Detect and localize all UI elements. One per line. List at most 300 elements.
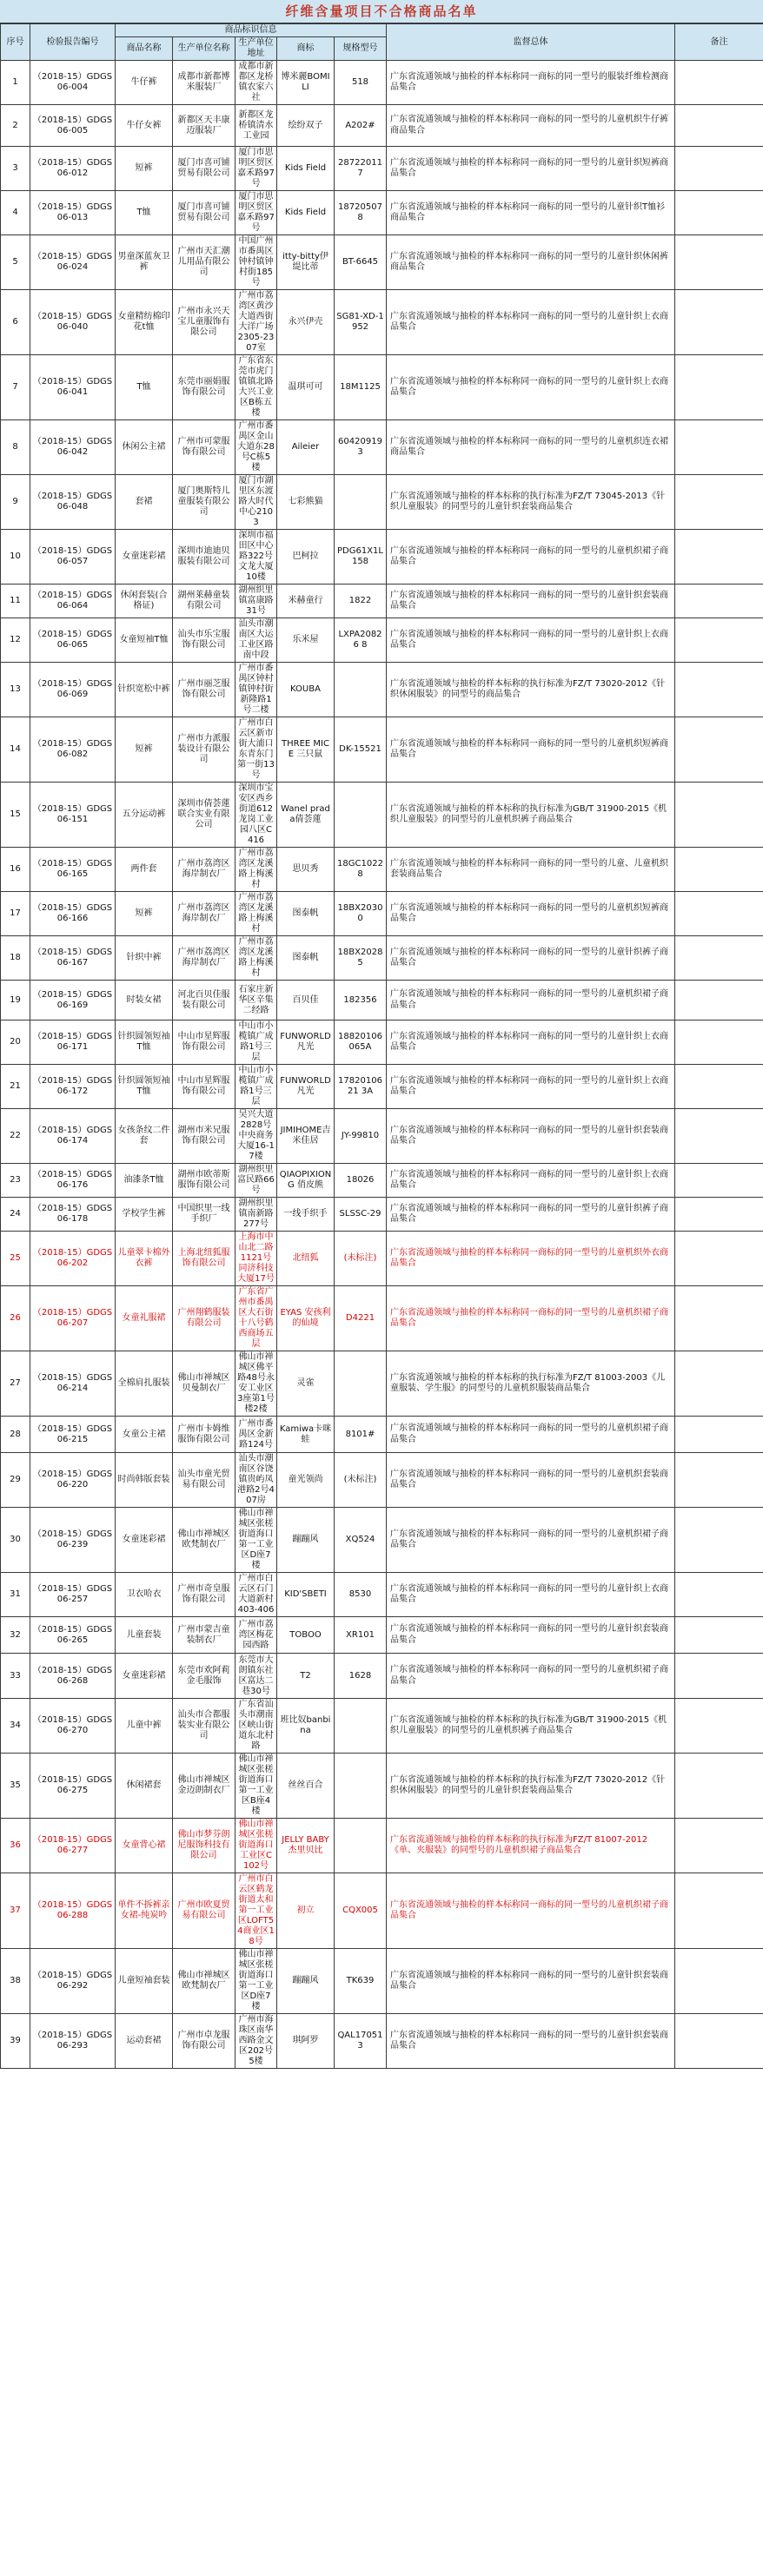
table-row	[1, 1754, 763, 1819]
cell-name: 儿童翠卡棉外衣裤	[116, 1232, 173, 1286]
cell-remark	[675, 892, 763, 936]
cell-address: 广州市白云区新市街大浦口东青东门第一街13号	[236, 717, 277, 783]
cell-brand: FUNWORLD凡光	[277, 1065, 335, 1109]
cell-seq: 21	[1, 1065, 30, 1109]
cell-seq: 32	[1, 1617, 30, 1654]
cell-address: 广州市荔湾区梅花园西路	[236, 1617, 277, 1654]
cell-seq: 5	[1, 235, 30, 290]
cell-name: 男童深蓝灰卫裤	[116, 235, 173, 290]
cell-remark	[675, 936, 763, 981]
cell-name: 女孩条纹二件套	[116, 1109, 173, 1164]
cell-seq: 11	[1, 585, 30, 618]
table-row	[1, 1949, 763, 2014]
cell-address: 上海市中山北二路1121号同济科技大厦17号	[236, 1232, 277, 1286]
cell-supervisor: 广东省流通领域与抽检的样本标称同一商标的同一型号的儿童针织休闲裤商品集合	[387, 235, 675, 290]
cell-supervisor: 广东省流通领域与抽检的样本标称同一商标的同一型号的儿童针织裤子商品集合	[387, 1198, 675, 1232]
cell-producer: 广州市荔湾区海岸制衣厂	[173, 892, 236, 936]
cell-brand: itty-bitty伊缇比蒂	[277, 235, 335, 290]
cell-seq: 36	[1, 1819, 30, 1873]
cell-remark	[675, 783, 763, 848]
cell-name: T恤	[116, 355, 173, 420]
cell-model: JY-99810	[335, 1109, 387, 1164]
cell-seq: 8	[1, 420, 30, 475]
cell-supervisor: 广东省流通领域与抽检的样本标称同一商标的同一型号的儿童针织套装商品集合	[387, 2014, 675, 2069]
cell-report: （2018-15）GDGS06-169	[30, 981, 116, 1020]
cell-producer: 中国织里一线手织厂	[173, 1198, 236, 1232]
cell-address: 厦门市思明区贸区嘉禾路97号	[236, 147, 277, 191]
cell-report: （2018-15）GDGS06-288	[30, 1873, 116, 1949]
cell-name: 女童背心裙	[116, 1819, 173, 1873]
cell-remark	[675, 2014, 763, 2069]
cell-producer: 广州市丽芝服饰有限公司	[173, 663, 236, 717]
cell-remark	[675, 290, 763, 355]
cell-seq: 2	[1, 105, 30, 147]
cell-model: 518	[335, 61, 387, 105]
cell-producer: 厦门市喜可铺贸易有限公司	[173, 191, 236, 235]
cell-remark	[675, 1819, 763, 1873]
cell-name: 针织中裤	[116, 936, 173, 981]
cell-model: A202#	[335, 105, 387, 147]
cell-address: 湖州织里镇南新路277号	[236, 1198, 277, 1232]
cell-seq: 3	[1, 147, 30, 191]
cell-address: 佛山市禅城区张槎街道海口工业区C102号	[236, 1819, 277, 1873]
cell-producer: 广州市荔湾区海岸制衣厂	[173, 936, 236, 981]
cell-model: D4221	[335, 1286, 387, 1351]
cell-report: （2018-15）GDGS06-013	[30, 191, 116, 235]
cell-supervisor: 广东省流通领域与抽检的样本标称的执行标准为GB/T 31900-2015《机织儿童服装》的同型号的儿童机织裤子商品集合	[387, 1699, 675, 1754]
table-row	[1, 420, 763, 475]
cell-producer: 广州市奇皇服饰有限公司	[173, 1573, 236, 1617]
cell-brand: 七彩熊猫	[277, 475, 335, 530]
cell-seq: 16	[1, 848, 30, 892]
cell-address: 广州市海珠区南华西路金文区202号5楼	[236, 2014, 277, 2069]
cell-address: 广州市荔湾区龙溪路上梅溪村	[236, 848, 277, 892]
cell-brand: Aileier	[277, 420, 335, 475]
cell-model: 187205078	[335, 191, 387, 235]
cell-name: 女童礼服裙	[116, 1286, 173, 1351]
cell-remark	[675, 848, 763, 892]
cell-seq: 18	[1, 936, 30, 981]
cell-brand: 灵雀	[277, 1351, 335, 1417]
cell-brand: 百贝佳	[277, 981, 335, 1020]
cell-remark	[675, 1417, 763, 1453]
cell-name: 时尚韩版套装	[116, 1453, 173, 1508]
cell-report: （2018-15）GDGS06-064	[30, 585, 116, 618]
cell-producer: 深圳市倩荟蓮联合实业有限公司	[173, 783, 236, 848]
cell-address: 吴兴大道2828号中央商务大厦16-17楼	[236, 1109, 277, 1164]
cell-report: （2018-15）GDGS06-024	[30, 235, 116, 290]
cell-brand: THREE MICE 三只鼠	[277, 717, 335, 783]
table-row	[1, 848, 763, 892]
cell-brand: 初立	[277, 1873, 335, 1949]
cell-remark	[675, 1065, 763, 1109]
cell-report: （2018-15）GDGS06-257	[30, 1573, 116, 1617]
cell-address: 湖州织里镇富康路31号	[236, 585, 277, 618]
cell-address: 石家庄新华区辛集二经路	[236, 981, 277, 1020]
cell-producer: 广州翔鹤服装有限公司	[173, 1286, 236, 1351]
table-row	[1, 530, 763, 585]
cell-address: 厦门市思明区贸区嘉禾路97号	[236, 191, 277, 235]
cell-report: （2018-15）GDGS06-004	[30, 61, 116, 105]
cell-address: 中山市小榄镇广成路1号三层	[236, 1020, 277, 1065]
header-remark: 备注	[675, 24, 763, 61]
table-row	[1, 936, 763, 981]
cell-seq: 30	[1, 1508, 30, 1573]
cell-supervisor: 广东省流通领域与抽检的样本标称同一商标的同一型号的儿童针织裤子商品集合	[387, 936, 675, 981]
cell-remark	[675, 1508, 763, 1573]
cell-seq: 26	[1, 1286, 30, 1351]
cell-seq: 35	[1, 1754, 30, 1819]
table-row	[1, 1164, 763, 1198]
cell-supervisor: 广东省流通领域与抽检的样本标称同一商标的同一型号的儿童针织上衣商品集合	[387, 1065, 675, 1109]
cell-seq: 10	[1, 530, 30, 585]
cell-model: 182356	[335, 981, 387, 1020]
cell-supervisor: 广东省流通领域与抽检的样本标称同一商标的同一型号的儿童针织套装商品集合	[387, 1109, 675, 1164]
cell-model: XQ524	[335, 1508, 387, 1573]
cell-name: 针织圆领短袖T恤	[116, 1020, 173, 1065]
cell-model: 8530	[335, 1573, 387, 1617]
cell-seq: 23	[1, 1164, 30, 1198]
cell-producer: 厦门市喜可铺贸易有限公司	[173, 147, 236, 191]
cell-producer: 佛山市禅城区金迈朗制衣厂	[173, 1754, 236, 1819]
cell-report: （2018-15）GDGS06-082	[30, 717, 116, 783]
cell-report: （2018-15）GDGS06-239	[30, 1508, 116, 1573]
table-row	[1, 1351, 763, 1417]
cell-report: （2018-15）GDGS06-207	[30, 1286, 116, 1351]
cell-model: (未标注)	[335, 1453, 387, 1508]
cell-name: 短裤	[116, 892, 173, 936]
cell-address: 中国广州市番禺区钟村镇钟村街185号	[236, 235, 277, 290]
table-row	[1, 1453, 763, 1508]
cell-supervisor: 广东省流通领域与抽检的样本标称的执行标准为GB/T 31900-2015《机织儿童服装》的同型号的儿童机织裤子商品集合	[387, 783, 675, 848]
cell-supervisor: 广东省流通领域与抽检的样本标称同一商标的同一型号的儿童针织上衣商品集合	[387, 618, 675, 663]
cell-brand: T2	[277, 1654, 335, 1699]
cell-remark	[675, 618, 763, 663]
cell-name: 女童迷彩裙	[116, 530, 173, 585]
cell-supervisor: 广东省流通领域与抽检的样本标称同一商标的同一型号的儿童针织套装商品集合	[387, 585, 675, 618]
table-row	[1, 147, 763, 191]
cell-brand: Wanel prada倩荟蓮	[277, 783, 335, 848]
cell-supervisor: 广东省流通领域与抽检的样本标称同一商标的同一型号的儿童针织套装商品集合	[387, 1949, 675, 2014]
table-row	[1, 1699, 763, 1754]
header-brand: 商标	[277, 37, 335, 61]
cell-address: 汕头市潮南区大运工业区路南中段	[236, 618, 277, 663]
table-row	[1, 1198, 763, 1232]
cell-supervisor: 广东省流通领域与抽检的样本标称同一商标的同一型号的儿童、儿童机织套装商品集合	[387, 848, 675, 892]
cell-report: （2018-15）GDGS06-220	[30, 1453, 116, 1508]
cell-report: （2018-15）GDGS06-174	[30, 1109, 116, 1164]
table-row	[1, 61, 763, 105]
cell-brand: 琪阿罗	[277, 2014, 335, 2069]
table-row	[1, 235, 763, 290]
cell-address: 广东省广州市番禺区大石街十八号鹤西商场五层	[236, 1286, 277, 1351]
page-title: 纤维含量项目不合格商品名单	[0, 0, 763, 23]
cell-supervisor: 广东省流通领域与抽检的样本标称同一商标的同一型号的儿童机织牛仔裤商品集合	[387, 105, 675, 147]
cell-producer: 中山市星辉服饰有限公司	[173, 1065, 236, 1109]
table-row	[1, 1286, 763, 1351]
cell-brand: 蹦蹦风	[277, 1508, 335, 1573]
cell-report: （2018-15）GDGS06-165	[30, 848, 116, 892]
cell-seq: 31	[1, 1573, 30, 1617]
cell-remark	[675, 1351, 763, 1417]
cell-producer: 汕头市乐宝服饰有限公司	[173, 618, 236, 663]
table-row	[1, 892, 763, 936]
cell-producer: 深圳市迪迪贝服装有限公司	[173, 530, 236, 585]
cell-name: 休闲裙套	[116, 1754, 173, 1819]
cell-model: TK639	[335, 1949, 387, 2014]
cell-brand: KOUBA	[277, 663, 335, 717]
table-row	[1, 1819, 763, 1873]
cell-producer: 厦门奥斯特儿童服装有限公司	[173, 475, 236, 530]
cell-model: PDG61X1L158	[335, 530, 387, 585]
cell-report: （2018-15）GDGS06-065	[30, 618, 116, 663]
cell-brand: Kamiwa卡咪蛙	[277, 1417, 335, 1453]
cell-remark	[675, 420, 763, 475]
cell-address: 中山市小榄镇广成路1号三层	[236, 1065, 277, 1109]
cell-remark	[675, 355, 763, 420]
cell-report: （2018-15）GDGS06-202	[30, 1232, 116, 1286]
cell-supervisor: 广东省流通领域与抽检的样本标称同一商标的同一型号的儿童机织连衣裙商品集合	[387, 420, 675, 475]
cell-name: 休闲公主裙	[116, 420, 173, 475]
cell-name: 女童迷彩裙	[116, 1654, 173, 1699]
cell-name: 学校学生裤	[116, 1198, 173, 1232]
cell-supervisor: 广东省流通领域与抽检的样本标称同一商标的同一型号的儿童针织上衣商品集合	[387, 355, 675, 420]
header-address: 生产单位地址	[236, 37, 277, 61]
cell-remark	[675, 663, 763, 717]
cell-name: 单件不拆裤亲女裙-纯炭吟	[116, 1873, 173, 1949]
cell-brand: 温琪可可	[277, 355, 335, 420]
cell-address: 深圳市宝安区西乡街道612龙岗工业园八区C416	[236, 783, 277, 848]
cell-producer: 广州市力派服装设计有限公司	[173, 717, 236, 783]
cell-name: 女童迷彩裙	[116, 1508, 173, 1573]
cell-supervisor: 广东省流通领域与抽检的样本标称的执行标准为FZ/T 73045-2013《针织儿童服装》的同型号的儿童针织套装商品集合	[387, 475, 675, 530]
table-row	[1, 1508, 763, 1573]
cell-address: 广东省东莞市虎门镇镇北路大兴工业区B栋五楼	[236, 355, 277, 420]
cell-model: BT-6645	[335, 235, 387, 290]
cell-remark	[675, 1109, 763, 1164]
cell-brand: JIMIHOME吉米佳居	[277, 1109, 335, 1164]
cell-seq: 22	[1, 1109, 30, 1164]
cell-remark	[675, 147, 763, 191]
cell-report: （2018-15）GDGS06-048	[30, 475, 116, 530]
cell-supervisor: 广东省流通领域与抽检的样本标称同一商标的同一型号的儿童针织短裤商品集合	[387, 147, 675, 191]
cell-name: 女童公主裙	[116, 1417, 173, 1453]
table-row	[1, 105, 763, 147]
cell-brand: 乐米屋	[277, 618, 335, 663]
cell-supervisor: 广东省流通领域与抽检的样本标称同一商标的同一型号的儿童针织上衣商品集合	[387, 290, 675, 355]
cell-report: （2018-15）GDGS06-042	[30, 420, 116, 475]
cell-brand: 博米麗BOMILI	[277, 61, 335, 105]
cell-brand: 童光领尚	[277, 1453, 335, 1508]
cell-name: 儿童短袖套装	[116, 1949, 173, 2014]
cell-address: 广州市番禺区金新路124号	[236, 1417, 277, 1453]
cell-supervisor: 广东省流通领域与抽检的样本标称的执行标准为FZ/T 73020-2012《针织休闲服装》的同型号的儿童针织套装商品集合	[387, 1754, 675, 1819]
cell-address: 佛山市禅城区张槎街道海口第一工业区B座4楼	[236, 1754, 277, 1819]
cell-supervisor: 广东省流通领域与抽检的样本标称同一商标的同一型号的儿童针织T恤衫商品集合	[387, 191, 675, 235]
cell-brand: 蹦蹦风	[277, 1949, 335, 2014]
cell-remark	[675, 1453, 763, 1508]
header-group: 商品标识信息	[116, 24, 387, 37]
cell-name: 休闲套装(合格证)	[116, 585, 173, 618]
cell-remark	[675, 530, 763, 585]
cell-model: QAL170513	[335, 2014, 387, 2069]
cell-remark	[675, 1654, 763, 1699]
table-row	[1, 1020, 763, 1065]
cell-address: 深圳市福田区中心路322号文龙大厦10楼	[236, 530, 277, 585]
cell-seq: 1	[1, 61, 30, 105]
cell-remark	[675, 1617, 763, 1654]
cell-producer: 广州市卓龙服饰有限公司	[173, 2014, 236, 2069]
header-seq: 序号	[1, 24, 30, 61]
cell-name: 油漆条T恤	[116, 1164, 173, 1198]
cell-model	[335, 1351, 387, 1417]
cell-seq: 19	[1, 981, 30, 1020]
cell-producer: 汕头市童光贸易有限公司	[173, 1453, 236, 1508]
cell-address: 广州市白云区石门大道新村403-406	[236, 1573, 277, 1617]
cell-remark	[675, 475, 763, 530]
cell-seq: 34	[1, 1699, 30, 1754]
cell-brand: FUNWORLD凡光	[277, 1020, 335, 1065]
cell-seq: 39	[1, 2014, 30, 2069]
cell-supervisor: 广东省流通领域与抽检的样本标称同一商标的同一型号的儿童机织套装商品集合	[387, 1453, 675, 1508]
cell-name: 两件套	[116, 848, 173, 892]
cell-remark	[675, 105, 763, 147]
cell-model: 18026	[335, 1164, 387, 1198]
cell-name: 套裙	[116, 475, 173, 530]
cell-address: 广州市番禺区钟村镇钟村街新隆路1号二楼	[236, 663, 277, 717]
cell-report: （2018-15）GDGS06-041	[30, 355, 116, 420]
cell-seq: 9	[1, 475, 30, 530]
cell-remark	[675, 1754, 763, 1819]
cell-seq: 27	[1, 1351, 30, 1417]
cell-address: 佛山市禅城区张槎街道海口第一工业区D座7楼	[236, 1949, 277, 2014]
cell-name: 针织圆领短袖T恤	[116, 1065, 173, 1109]
cell-supervisor: 广东省流通领域与抽检的样本标称同一商标的同一型号的儿童针织套装商品集合	[387, 1617, 675, 1654]
cell-remark	[675, 1699, 763, 1754]
cell-remark	[675, 235, 763, 290]
cell-model: 18M1125	[335, 355, 387, 420]
cell-model: 287220117	[335, 147, 387, 191]
header-model: 规格型号	[335, 37, 387, 61]
cell-seq: 37	[1, 1873, 30, 1949]
cell-seq: 25	[1, 1232, 30, 1286]
cell-brand: 丝丝百合	[277, 1754, 335, 1819]
cell-producer: 广州市天汇潮儿用品有限公司	[173, 235, 236, 290]
cell-brand: 绘纷双子	[277, 105, 335, 147]
cell-seq: 29	[1, 1453, 30, 1508]
table-row	[1, 981, 763, 1020]
cell-address: 新都区龙桥镇清水工业园	[236, 105, 277, 147]
table-row	[1, 1654, 763, 1699]
table-body	[1, 61, 763, 2069]
cell-brand: 班比奴banbina	[277, 1699, 335, 1754]
cell-name: 卫衣哈衣	[116, 1573, 173, 1617]
cell-supervisor: 广东省流通领域与抽检的样本标称同一商标的同一型号的儿童机织裙子商品集合	[387, 1508, 675, 1573]
cell-producer: 中山市星辉服饰有限公司	[173, 1020, 236, 1065]
cell-report: （2018-15）GDGS06-057	[30, 530, 116, 585]
cell-seq: 17	[1, 892, 30, 936]
cell-address: 汕头市潮南区谷饶镇贵屿凤港路2号407房	[236, 1453, 277, 1508]
cell-brand: KID'SBETI	[277, 1573, 335, 1617]
cell-supervisor: 广东省流通领域与抽检的样本标称同一商标的同一型号的儿童针织上衣商品集合	[387, 1164, 675, 1198]
cell-model: 1628	[335, 1654, 387, 1699]
cell-report: （2018-15）GDGS06-012	[30, 147, 116, 191]
cell-supervisor: 广东省流通领域与抽检的样本标称同一商标的同一型号的儿童机织裙子商品集合	[387, 1417, 675, 1453]
cell-report: （2018-15）GDGS06-069	[30, 663, 116, 717]
table-row	[1, 1065, 763, 1109]
cell-brand: 思贝秀	[277, 848, 335, 892]
cell-producer: 汕头市合都服装实业有限公司	[173, 1699, 236, 1754]
cell-address: 佛山市禅城区佛平路48号永安工业区3座第1号楼2楼	[236, 1351, 277, 1417]
table-row	[1, 1617, 763, 1654]
cell-report: （2018-15）GDGS06-214	[30, 1351, 116, 1417]
cell-seq: 12	[1, 618, 30, 663]
cell-supervisor: 广东省流通领域与抽检的样本标称同一商标的同一型号的儿童机织裙子商品集合	[387, 530, 675, 585]
header-producer: 生产单位名称	[173, 37, 236, 61]
cell-remark	[675, 1286, 763, 1351]
cell-name: 短裤	[116, 147, 173, 191]
cell-supervisor: 广东省流通领域与抽检的样本标称的执行标准为FZ/T 81003-2003《儿童服装、学生服》的同型号的儿童机织服装商品集合	[387, 1351, 675, 1417]
cell-seq: 15	[1, 783, 30, 848]
cell-seq: 4	[1, 191, 30, 235]
cell-report: （2018-15）GDGS06-166	[30, 892, 116, 936]
table-row	[1, 1417, 763, 1453]
cell-name: 牛仔裤	[116, 61, 173, 105]
cell-name: T恤	[116, 191, 173, 235]
cell-model: SLSSC-29	[335, 1198, 387, 1232]
cell-address: 湖州织里富民路66号	[236, 1164, 277, 1198]
cell-remark	[675, 1020, 763, 1065]
cell-seq: 28	[1, 1417, 30, 1453]
cell-producer: 佛山市禅城区贝曼制衣厂	[173, 1351, 236, 1417]
cell-producer: 河北百贝佳服装有限公司	[173, 981, 236, 1020]
cell-supervisor: 广东省流通领域与抽检的样本标称同一商标的同一型号的儿童机织裙子商品集合	[387, 1286, 675, 1351]
cell-remark	[675, 1949, 763, 2014]
table-row	[1, 355, 763, 420]
cell-model: 8101#	[335, 1417, 387, 1453]
table-row	[1, 585, 763, 618]
cell-address: 成都市新都区龙桥镇农家六社	[236, 61, 277, 105]
cell-seq: 7	[1, 355, 30, 420]
table-row	[1, 1232, 763, 1286]
cell-supervisor: 广东省流通领域与抽检的样本标称同一商标的同一型号的儿童机织裙子商品集合	[387, 1873, 675, 1949]
cell-report: （2018-15）GDGS06-215	[30, 1417, 116, 1453]
cell-report: （2018-15）GDGS06-176	[30, 1164, 116, 1198]
cell-model	[335, 663, 387, 717]
cell-model: XR101	[335, 1617, 387, 1654]
table-row	[1, 618, 763, 663]
cell-report: （2018-15）GDGS06-277	[30, 1819, 116, 1873]
cell-name: 儿童套装	[116, 1617, 173, 1654]
cell-seq: 6	[1, 290, 30, 355]
cell-name: 短裤	[116, 717, 173, 783]
cell-remark	[675, 717, 763, 783]
cell-brand: 一线手织手	[277, 1198, 335, 1232]
cell-producer: 湖州市欧蒂斯服饰有限公司	[173, 1164, 236, 1198]
cell-model: 18820106065A	[335, 1020, 387, 1065]
cell-seq: 20	[1, 1020, 30, 1065]
cell-brand: JELLY BABY杰里贝比	[277, 1819, 335, 1873]
header-name: 商品名称	[116, 37, 173, 61]
cell-name: 女童精纺棉印花t恤	[116, 290, 173, 355]
cell-report: （2018-15）GDGS06-005	[30, 105, 116, 147]
header-supervisor: 监督总体	[387, 24, 675, 61]
cell-seq: 33	[1, 1654, 30, 1699]
cell-model: LXPA20826 8	[335, 618, 387, 663]
cell-producer: 佛山市梦芬朗尼服饰科技有限公司	[173, 1819, 236, 1873]
cell-model: 1822	[335, 585, 387, 618]
cell-seq: 24	[1, 1198, 30, 1232]
